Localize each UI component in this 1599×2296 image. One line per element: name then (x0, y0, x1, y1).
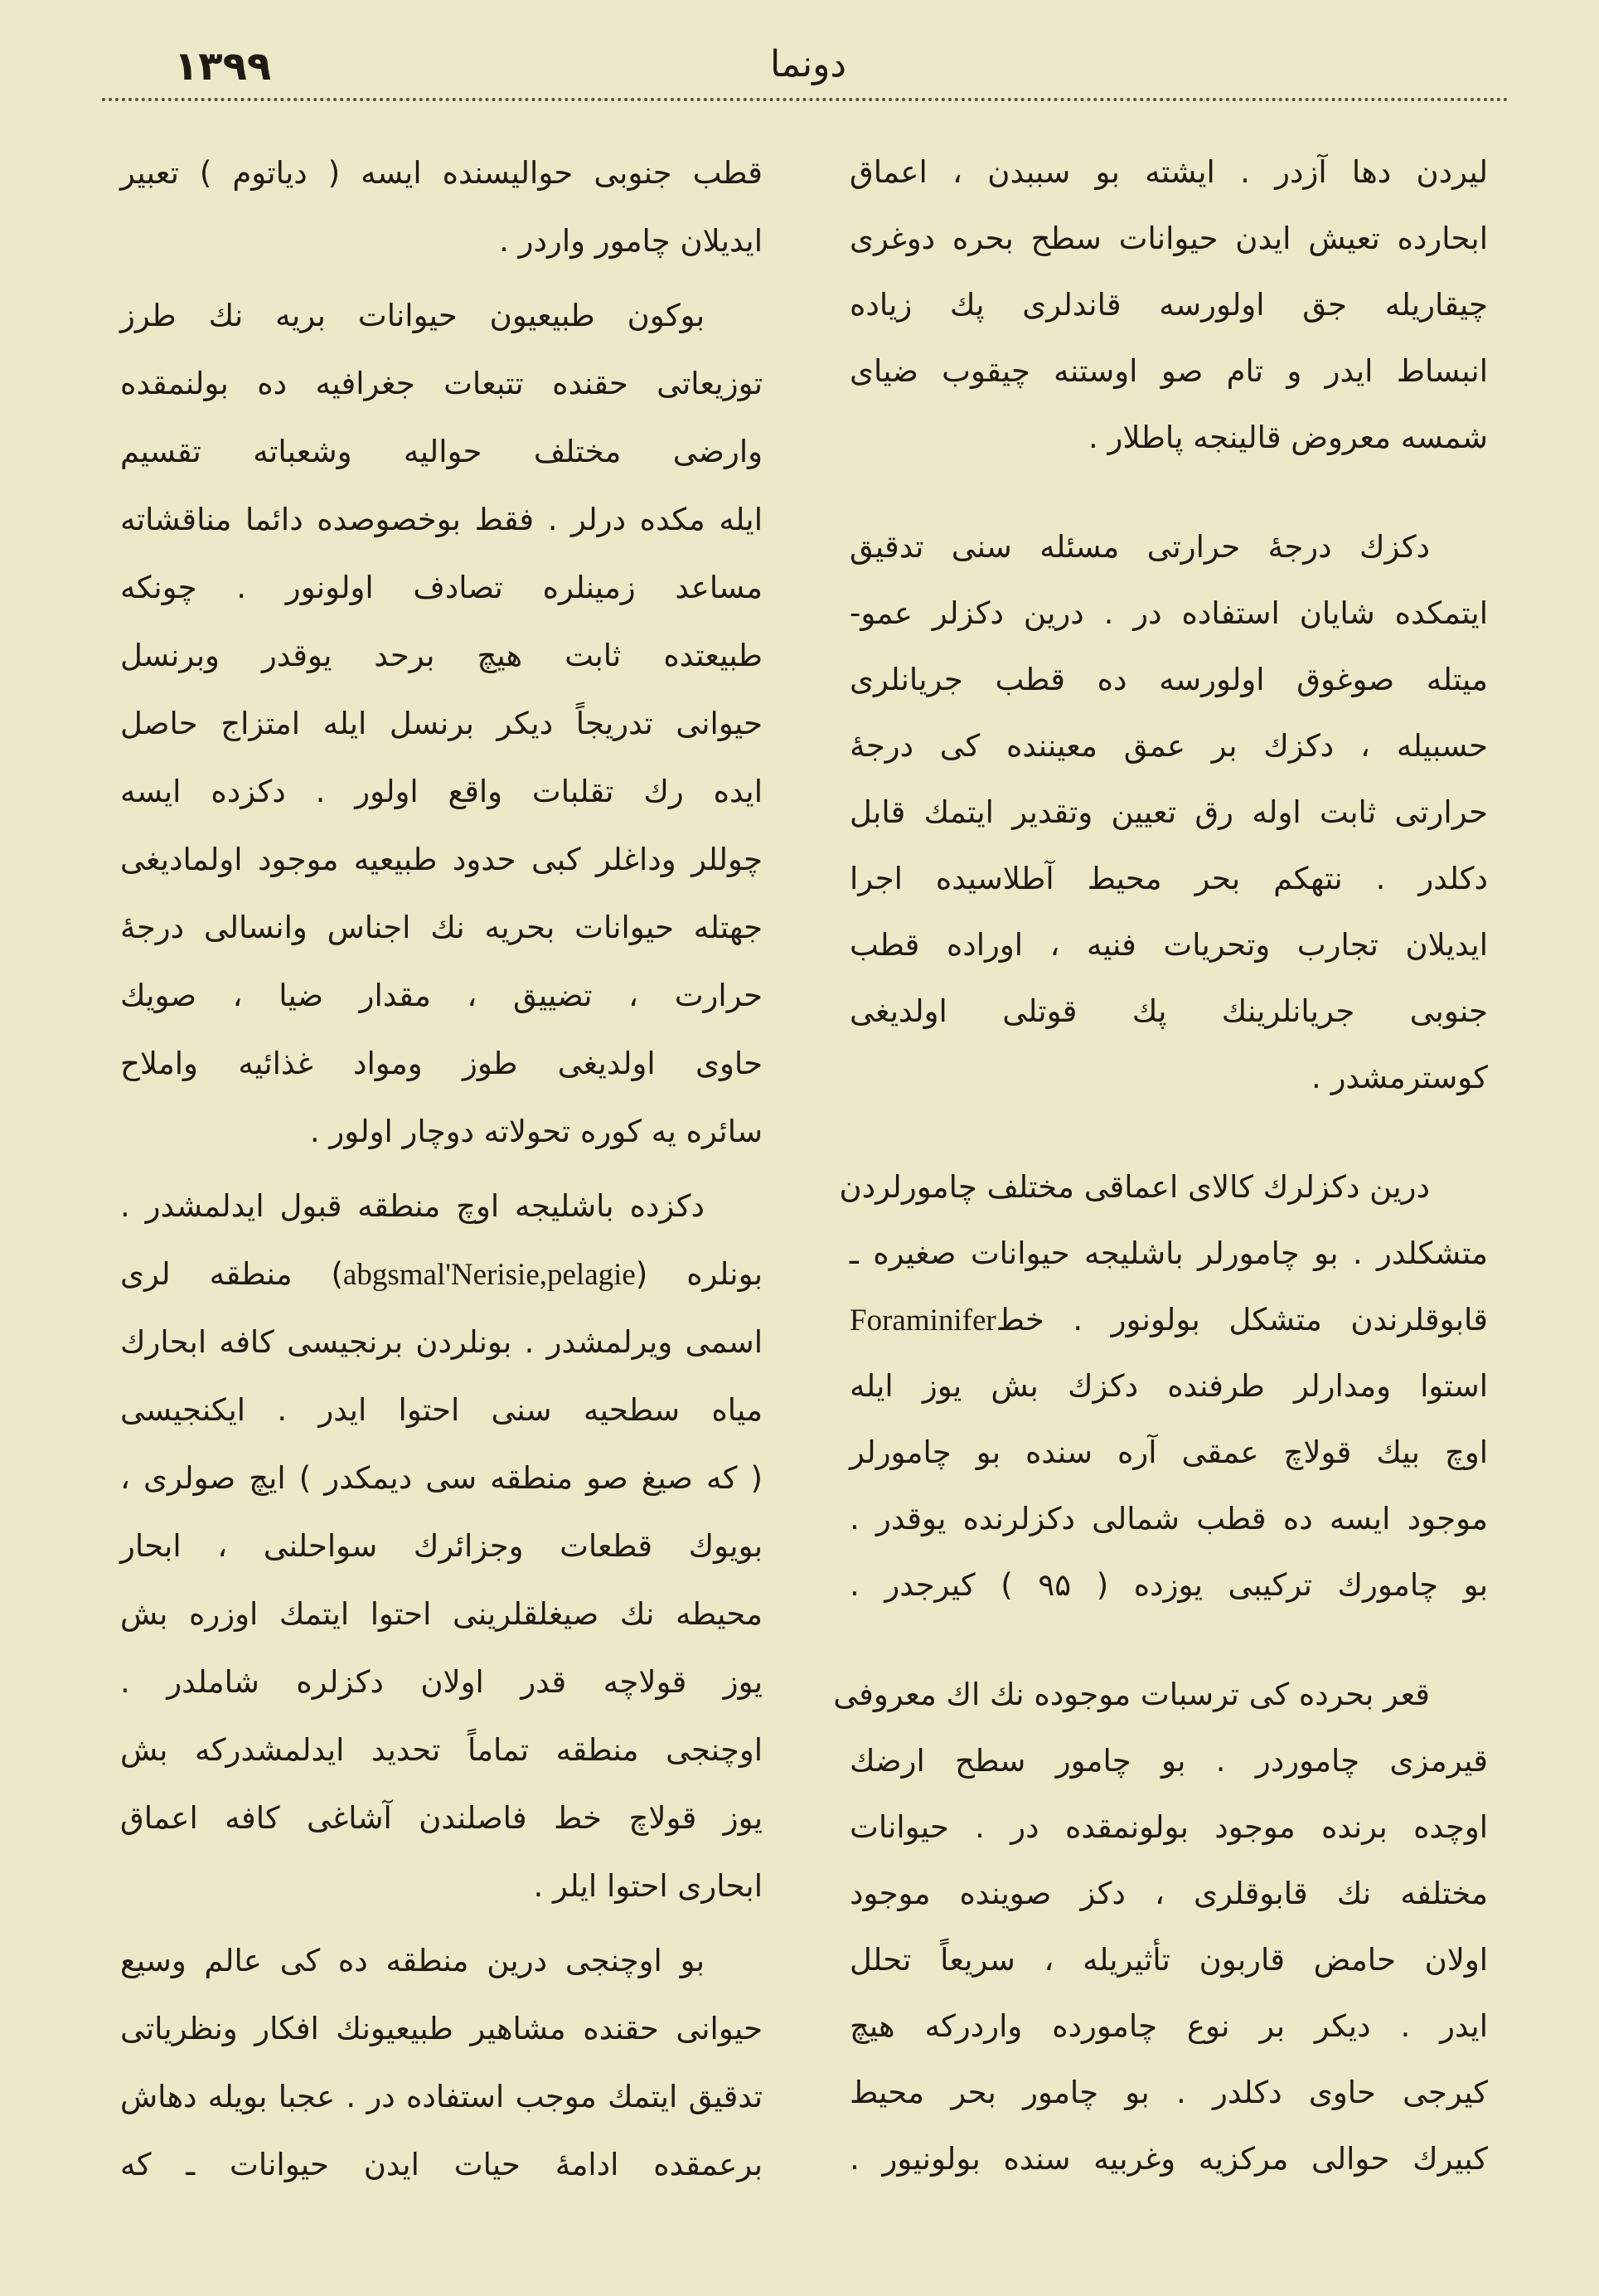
text-line: حاوى اولديغى طوز ومواد غذائيه واملاح (120, 1046, 763, 1081)
header-divider (102, 98, 1509, 101)
text-line: جنوبى جريانلرينك پك قوتلى اولديغى (850, 993, 1488, 1029)
text-line: وارضى مختلف حواليه وشعباته تقسيم (120, 434, 763, 469)
latin-term: abgsmal'Nerisie,pelagie (342, 1258, 636, 1292)
text-line: دكزده باشليجه اوچ منطقه قبول ايدلمشدر . (120, 1188, 705, 1224)
text-line: كيرجى حاوى دكلدر . بو چامور بحر محيط (850, 2075, 1488, 2110)
text-line: كوسترمشدر . (1311, 1060, 1488, 1095)
text-line: ابحارده تعيش ايدن حيوانات سطح بحره دوغرى (850, 221, 1488, 256)
text-line: طبيعتده ثابت هيچ برحد يوقدر وبرنسل (120, 638, 763, 673)
text-line: تدقيق ايتمك موجب استفاده در . عجبا بويله دهاش (120, 2079, 763, 2114)
text-line: بو چامورك تركيبى يوزده ( ۹۵ ) كيرجدر . (850, 1567, 1488, 1603)
text-line: سائره يه كوره تحولاته دوچار اولور . (309, 1114, 763, 1149)
line-text: ) منطقه لرى (120, 1256, 343, 1292)
text-line: اولان حامض قاربون تأثيريله ، سريعاً تحلل (850, 1942, 1488, 1978)
text-line: حرارتى ثابت اوله رق تعيين وتقدير ايتمك قابل (850, 794, 1488, 830)
text-line: مختلفه نك قابوقلرى ، دكز صوينده موجود (850, 1876, 1488, 1911)
text-line: كبيرك حوالى مركزيه وغربيه سنده بولونيور . (850, 2141, 1488, 2177)
text-line: قعر بحرده كى ترسبات موجوده نك اك معروفى (833, 1677, 1430, 1712)
text-line: درين دكزلرك كالاى اعماقى مختلف چامورلردن (839, 1169, 1430, 1205)
page-number: ۱۳۹۹ (174, 43, 272, 90)
text-line: ايده رك تقلبات واقع اولور . دكزده ايسه (120, 774, 763, 809)
text-line: اسمى ويرلمشدر . بونلردن برنجيسى كافه ابحارك (120, 1324, 763, 1360)
text-line: اوچنجى منطقه تماماً تحديد ايدلمشدركه بش (120, 1732, 763, 1768)
running-title: دونما (770, 43, 846, 85)
left-text-column (120, 139, 763, 2199)
text-line: شمسه معروض قالينجه پاطلار . (1088, 420, 1488, 455)
text-line: بو اوچنجى درين منطقه ده كى عالم وسيع (120, 1943, 705, 1978)
text-line: مياه سطحيه سنى احتوا ايدر . ايكنجيسى (120, 1392, 763, 1428)
text-line: ايديلان تجارب وتحريات فنيه ، اوراده قطب (850, 927, 1488, 963)
text-line (120, 1240, 763, 1308)
text-line: برعمقده ادامهٔ حيات ايدن حيوانات ـ كه (120, 2147, 763, 2182)
text-line: حيوانى تدريجاً ديكر برنسل ايله امتزاج حاصل (120, 706, 763, 741)
text-line: چيقاريله جق اولورسه قاندلرى پك زياده (850, 287, 1488, 323)
line-text: قابوقلرندن متشكل بولونور . خط (996, 1302, 1488, 1337)
text-line: بويوك قطعات وجزائرك سواحلنى ، ابحار (120, 1528, 763, 1564)
text-line: حيوانى حقنده مشاهير طبيعيونك افكار ونظرياتى (120, 2011, 763, 2046)
text-line: ايديلان چامور واردر . (499, 223, 763, 259)
text-line: مساعد زمينلره تصادف اولونور . چونكه (120, 570, 763, 605)
text-line: دكزك درجهٔ حرارتى مسئله سنى تدقيق (850, 529, 1430, 565)
line-text: بونلره ( (635, 1256, 763, 1292)
text-line: يوز قولاچ خط فاصلندن آشاغى كافه اعماق (120, 1800, 763, 1836)
text-line: توزيعاتى حقنده تتبعات جغرافيه ده بولنمقده (120, 366, 763, 401)
text-line: قطب جنوبى حواليسنده ايسه ( دياتوم ) تعبير (120, 155, 763, 191)
latin-term: Foraminifer (850, 1303, 996, 1337)
text-line: يوز قولاچه قدر اولان دكزلره شاملدر . (120, 1664, 763, 1700)
text-line: قيرمزى چاموردر . بو چامور سطح ارضك (850, 1743, 1488, 1779)
text-line: اوچ بيك قولاچ عمقى آره سنده بو چامورلر (850, 1434, 1488, 1470)
text-line: ابحارى احتوا ايلر . (533, 1868, 763, 1904)
text-line: ايتمكده شايان استفاده در . درين دكزلر عمو- (850, 595, 1488, 631)
text-line: بوكون طبيعيون حيوانات بريه نك طرز (120, 298, 705, 333)
text-line: ايدر . ديكر بر نوع چامورده واردركه هيچ (850, 2008, 1488, 2044)
text-line (850, 1287, 1488, 1353)
text-line: جهتله حيوانات بحريه نك اجناس وانسالى درجهٔ (120, 910, 763, 945)
text-line: انبساط ايدر و تام صو اوستنه چيقوب ضياى (850, 353, 1488, 389)
text-line: دكلدر . نتهكم بحر محيط آطلاسيده اجرا (850, 861, 1488, 896)
text-line: حسبيله ، دكزك بر عمق معيننده كى درجهٔ (850, 728, 1488, 764)
text-line: ميتله صوغوق اولورسه ده قطب جريانلرى (850, 662, 1488, 697)
text-line: متشكلدر . بو چامورلر باشليجه حيوانات صغيره ـ (850, 1235, 1488, 1271)
text-line: ليردن دها آزدر . ايشته بو سببدن ، اعماق (850, 154, 1488, 190)
text-line: چوللر وداغلر كبى حدود طبيعيه موجود اولماديغى (120, 842, 763, 877)
text-line: حرارت ، تضييق ، مقدار ضيا ، صويك (120, 978, 763, 1013)
right-text-column (833, 139, 1488, 2192)
text-line: موجود ايسه ده قطب شمالى دكزلرنده يوقدر . (850, 1501, 1488, 1536)
text-line: ( كه صيغ صو منطقه سى ديمكدر ) ايچ صولرى ، (120, 1460, 763, 1496)
text-line: محيطه نك صيغلقلرينى احتوا ايتمك اوزره بش (120, 1596, 763, 1632)
text-line: ايله مكده درلر . فقط بوخصوصده دائما مناقشاته (120, 502, 763, 537)
text-line: استوا ومدارلر طرفنده دكزك بش يوز ايله (850, 1368, 1488, 1404)
text-line: اوچده برنده موجود بولونمقده در . حيوانات (850, 1809, 1488, 1845)
